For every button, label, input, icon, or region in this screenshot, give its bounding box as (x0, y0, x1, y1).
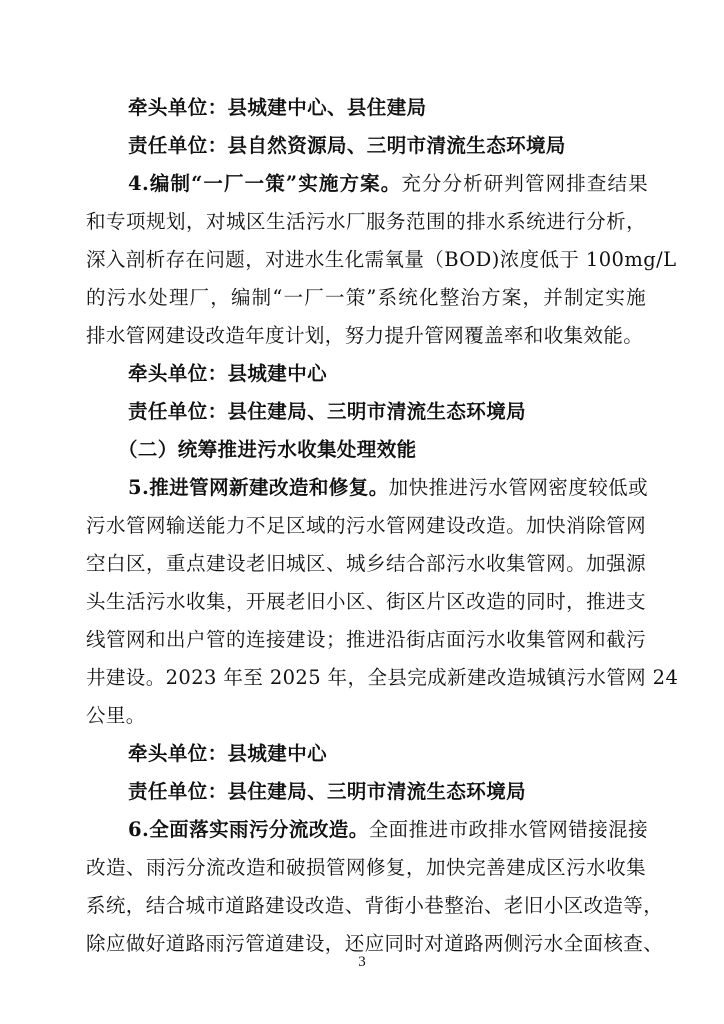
lead-unit-line: 牵头单位：县城建中心、县住建局 (128, 96, 427, 119)
paragraph-text: 全面推进市政排水管网错接混接 (368, 818, 648, 841)
paragraph-line: 排水管网建设改造年度计划，努力提升管网覆盖率和收集效能。 (86, 324, 644, 347)
item-heading: 6.全面落实雨污分流改造。 (128, 818, 369, 841)
responsible-unit-line: 责任单位：县住建局、三明市清流生态环境局 (128, 400, 527, 423)
responsible-unit-line: 责任单位：县住建局、三明市清流生态环境局 (128, 780, 527, 803)
paragraph-text: 充分分析研判管网排查结果 (401, 172, 648, 195)
paragraph-line: 头生活污水收集，开展老旧小区、街区片区改造的同时，推进支 (86, 590, 646, 613)
lead-unit-line: 牵头单位：县城建中心 (128, 362, 328, 385)
paragraph-text: 加快推进污水管网密度较低或 (388, 476, 648, 499)
paragraph-line: 空白区，重点建设老旧城区、城乡结合部污水收集管网。加强源 (86, 552, 646, 575)
paragraph-line: 井建设。2023 年至 2025 年，全县完成新建改造城镇污水管网 24 (86, 666, 679, 689)
item-heading: 5.推进管网新建改造和修复。 (128, 476, 389, 499)
page-number: 3 (358, 954, 366, 970)
paragraph-line: 污水管网输送能力不足区域的污水管网建设改造。加快消除管网 (86, 514, 646, 537)
paragraph-line: 和专项规划，对城区生活污水厂服务范围的排水系统进行分析， (86, 210, 646, 233)
paragraph-line: 公里。 (86, 704, 146, 727)
responsible-unit-line: 责任单位：县自然资源局、三明市清流生态环境局 (128, 134, 566, 157)
item-heading: 4.编制“一厂一策”实施方案。 (128, 172, 402, 195)
paragraph-line: 改造、雨污分流改造和破损管网修复，加快完善建成区污水收集 (86, 856, 646, 879)
lead-unit-line: 牵头单位：县城建中心 (128, 742, 328, 765)
paragraph-line: 除应做好道路雨污管道建设，还应同时对道路两侧污水全面核查、 (86, 932, 664, 955)
section-6-heading-line (128, 811, 648, 849)
paragraph-line: 深入剖析存在问题，对进水生化需氧量（BOD)浓度低于 100mg/L (86, 248, 677, 271)
paragraph-line: 系统，结合城市道路建设改造、背街小巷整治、老旧小区改造等， (86, 894, 664, 917)
section-4-heading-line (128, 165, 648, 203)
section-5-heading-line (128, 469, 648, 507)
paragraph-line: 的污水处理厂，编制“一厂一策”系统化整治方案，并制定实施 (86, 286, 646, 309)
paragraph-line: 线管网和出户管的连接建设；推进沿街店面污水收集管网和截污 (86, 628, 646, 651)
section-heading: （二）统筹推进污水收集处理效能 (118, 438, 417, 461)
